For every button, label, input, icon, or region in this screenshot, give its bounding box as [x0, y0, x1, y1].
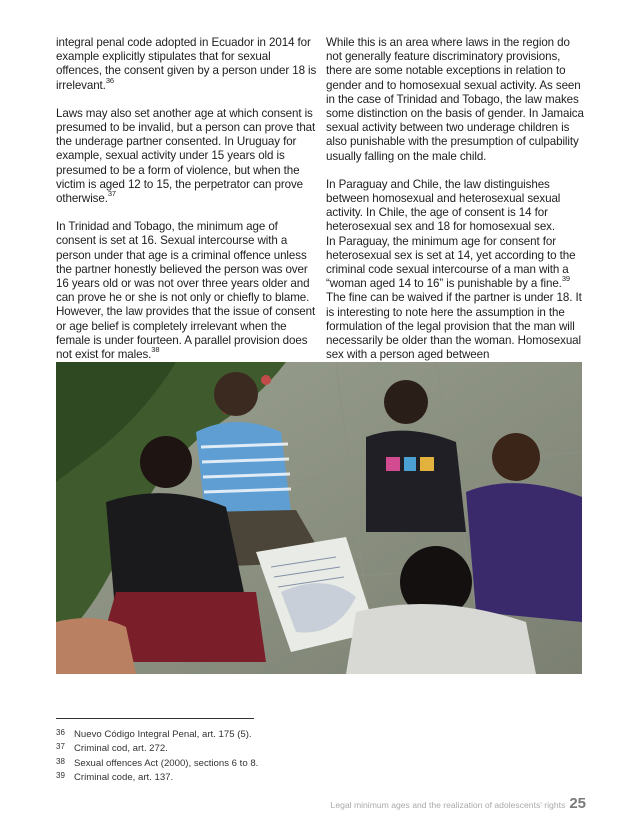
group-photo [56, 362, 582, 674]
photo-illustration [56, 362, 582, 674]
running-title: Legal minimum ages and the realization of adolescents' rights [330, 800, 566, 810]
page-footer [331, 795, 586, 812]
footnote: 38 Sexual offences Act (2000), sections 6 to 8. [56, 756, 259, 769]
footnote-ref[interactable]: 37 [107, 189, 116, 199]
page-number: 25 [569, 795, 586, 812]
paragraph: The fine can be waived if the partner is under 18. It is interesting to note here the assumption in the formulation of the legal provision that the man will necessarily be older than the woman. Homosexual sex with a person aged between [326, 291, 582, 362]
footnote-divider [56, 718, 254, 719]
footnote: 39 Criminal code, art. 137. [56, 771, 174, 784]
footnote-ref[interactable]: 36 [105, 75, 114, 85]
footnotes [56, 727, 396, 785]
left-column [56, 36, 318, 376]
paragraph: Laws may also set another age at which consent is presumed to be invalid, but a person can prove that the underage partner consented. In Uruguay for example, sexual activity under 15 years old is presumed to be a form of violence, but when the victim is aged 12 to 15, the perpetrator can prove otherwise.$^{37}$ [56, 106, 316, 206]
paragraph: In Paraguay and Chile, the law distinguishes between homosexual and heterosexual sexual activity. In Chile, the age of consent is 14 for heterosexual sex and 18 for homosexual sex. [326, 177, 561, 234]
footnote-ref[interactable]: 38 [151, 345, 160, 355]
footnote: 36 Nuevo Código Integral Penal, art. 175 (5). [56, 728, 252, 740]
paragraph: In Paraguay, the minimum age for consent for heterosexual sex is set at 14, yet according to the criminal code sexual intercourse of a man with a “woman aged 14 to 16” is punishable by a fine.$^{39}$ [326, 234, 576, 291]
paragraph: integral penal code adopted in Ecuador in 2014 for example explicitly stipulates that for sexual offences, the consent given by a person under 18 is irrelevant.$^{36}$ [56, 36, 317, 92]
footnote: 37 Criminal cod, art. 272. [56, 742, 168, 755]
right-column [326, 36, 584, 362]
paragraph: While this is an area where laws in the region do not generally feature discriminatory provisions, there are some notable exceptions in relation to gender and to homosexual sexual activity. As seen in the case of Trinidad and Tobago, the law makes some distinction on the basis of gender. In Jamaica sexual activity between two underage children is also punishable with the presumption of culpability usually falling on the male child. [326, 36, 584, 163]
paragraph: In Trinidad and Tobago, the minimum age of consent is set at 16. Sexual intercourse with a person under that age is a criminal offence unless the partner honestly believed the person was over 16 years old or was not over three years older and can prove he or she is not only or chiefly to blame. However, the law provides that the issue of consent or age belief is completely irrelevant when the female is under fourteen. A parallel provision does not exist for males.$^{38}$ [56, 220, 316, 362]
footnote-ref[interactable]: 39 [561, 274, 570, 284]
